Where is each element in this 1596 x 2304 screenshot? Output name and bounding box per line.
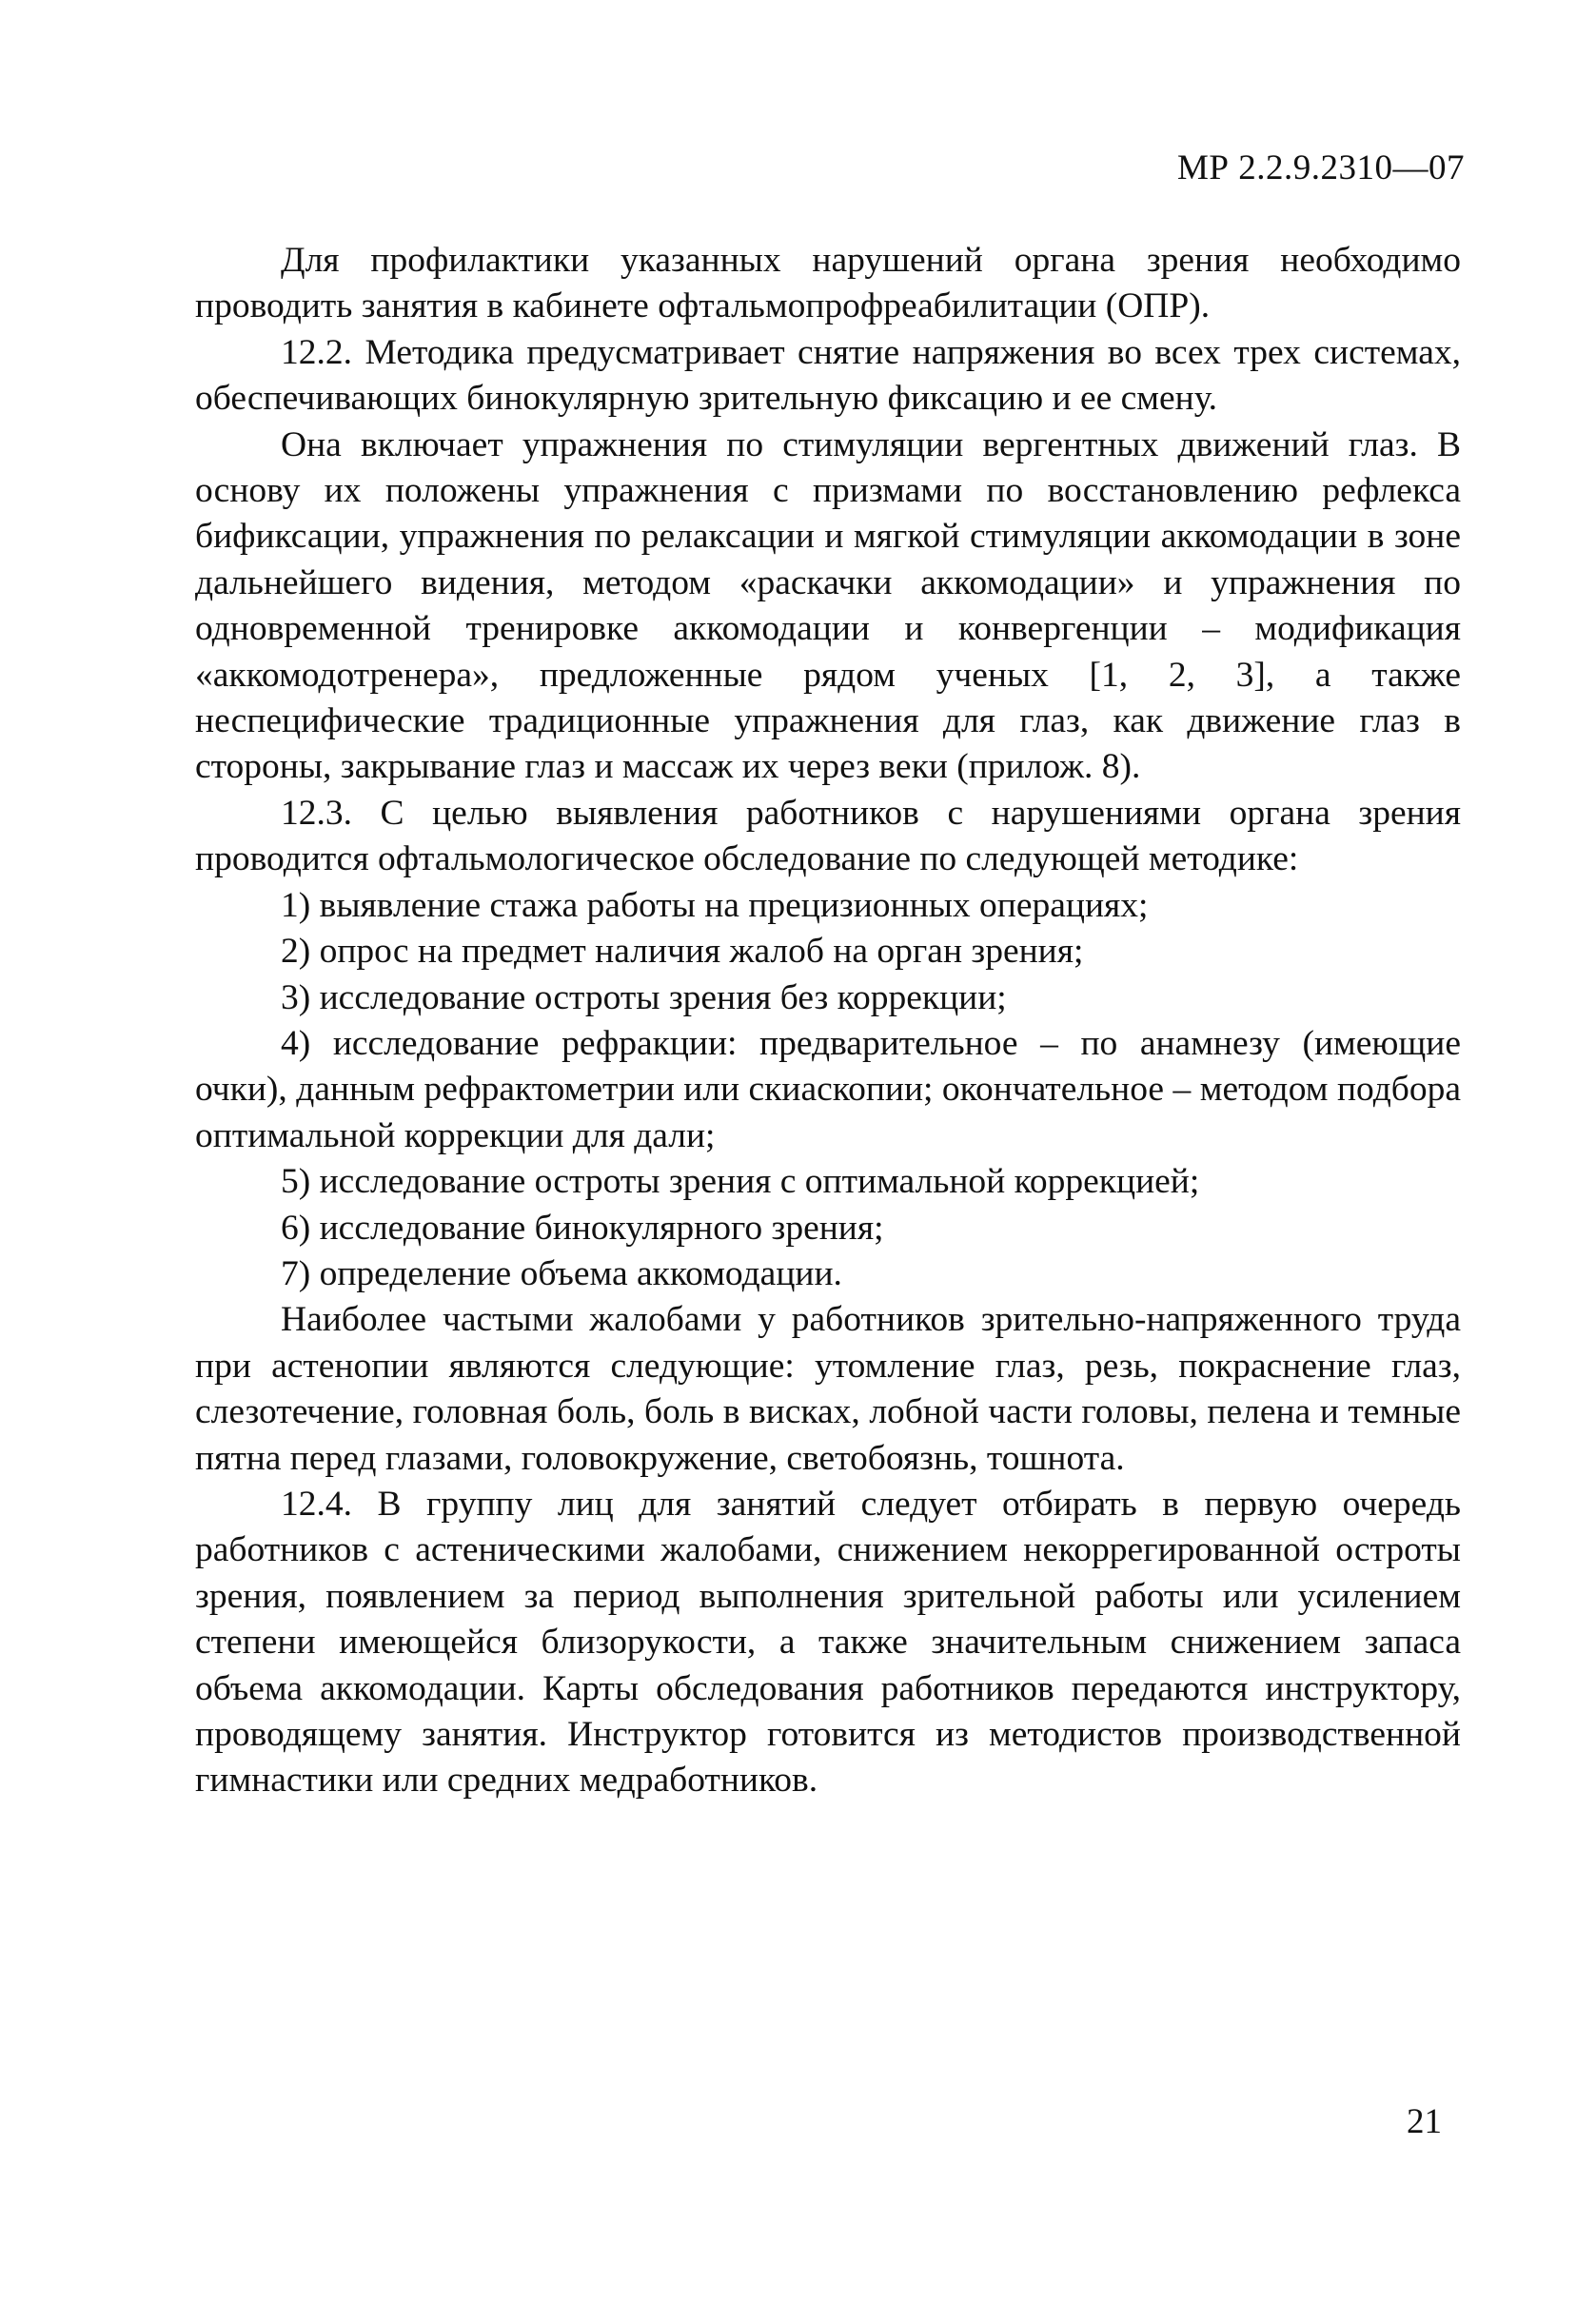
method-step-7: 7) определение объема аккомодации. [281, 1253, 842, 1293]
paragraph-12-2: 12.2. Методика предусматривает снятие напряжения во всех трех системах, обеспечивающих бинокулярную зрительную фиксацию и ее смену. [195, 332, 1461, 419]
method-step-2: 2) опрос на предмет наличия жалоб на орган зрения; [281, 932, 1084, 972]
paragraph-12-4: 12.4. В группу лиц для занятий следует отбирать в первую очередь работников с астеническими жалобами, снижением некоррегированной остроты зрения, появлением за период выполнения зрительной работы или усилением степени имеющейся близорукости, а также значительным снижением запаса объема аккомодации. Карты обследования работников передаются инструктору, проводящему занятия. Инструктор готовится из методистов производственной гимнастики или средних медработников. [195, 1484, 1461, 1801]
method-step-6: 6) исследование бинокулярного зрения; [281, 1208, 884, 1248]
method-step-1: 1) выявление стажа работы на прецизионных операциях; [281, 885, 1149, 925]
method-step-5: 5) исследование остроты зрения с оптимальной коррекцией; [281, 1162, 1200, 1202]
document-code: МР 2.2.9.2310—07 [1177, 148, 1465, 187]
method-step-4: 4) исследование рефракции: предварительное – по анамнезу (имеющие очки), данным рефрактометрии или скиаскопии; окончательное – методом подбора оптимальной коррекции для дали; [195, 1023, 1461, 1155]
body-text [195, 238, 1461, 1804]
paragraph-opr: Для профилактики указанных нарушений органа зрения необходимо проводить занятия в кабинете офтальмопрофреабилитации (ОПР). [195, 241, 1461, 326]
paragraph-exercises: Она включает упражнения по стимуляции вергентных движений глаз. В основу их положены упражнения с призмами по восстановлению рефлекса бификсации, упражнения по релаксации и мягкой стимуляции аккомодации в зоне дальнейшего видения, методом «раскачки аккомодации» и упражнения по одновременной тренировке аккомодации и конвергенции – модификация «аккомодотренера», предложенные рядом ученых [1, 2, 3], а также неспецифические традиционные упражнения для глаз, как движение глаз в стороны, закрывание глаз и массаж их через веки (прилож. 8). [195, 424, 1461, 787]
paragraph-complaints: Наиболее частыми жалобами у работников зрительно-напряженного труда при астенопии являются следующие: утомление глаз, резь, покраснение глаз, слезотечение, головная боль, боль в висках, лобной части головы, пелена и темные пятна перед глазами, головокружение, светобоязнь, тошнота. [195, 1300, 1461, 1478]
method-step-3: 3) исследование остроты зрения без коррекции; [281, 977, 1007, 1017]
page-number: 21 [1407, 2102, 1442, 2141]
paragraph-12-3: 12.3. С целью выявления работников с нарушениями органа зрения проводится офтальмологическое обследование по следующей методике: [195, 793, 1461, 879]
